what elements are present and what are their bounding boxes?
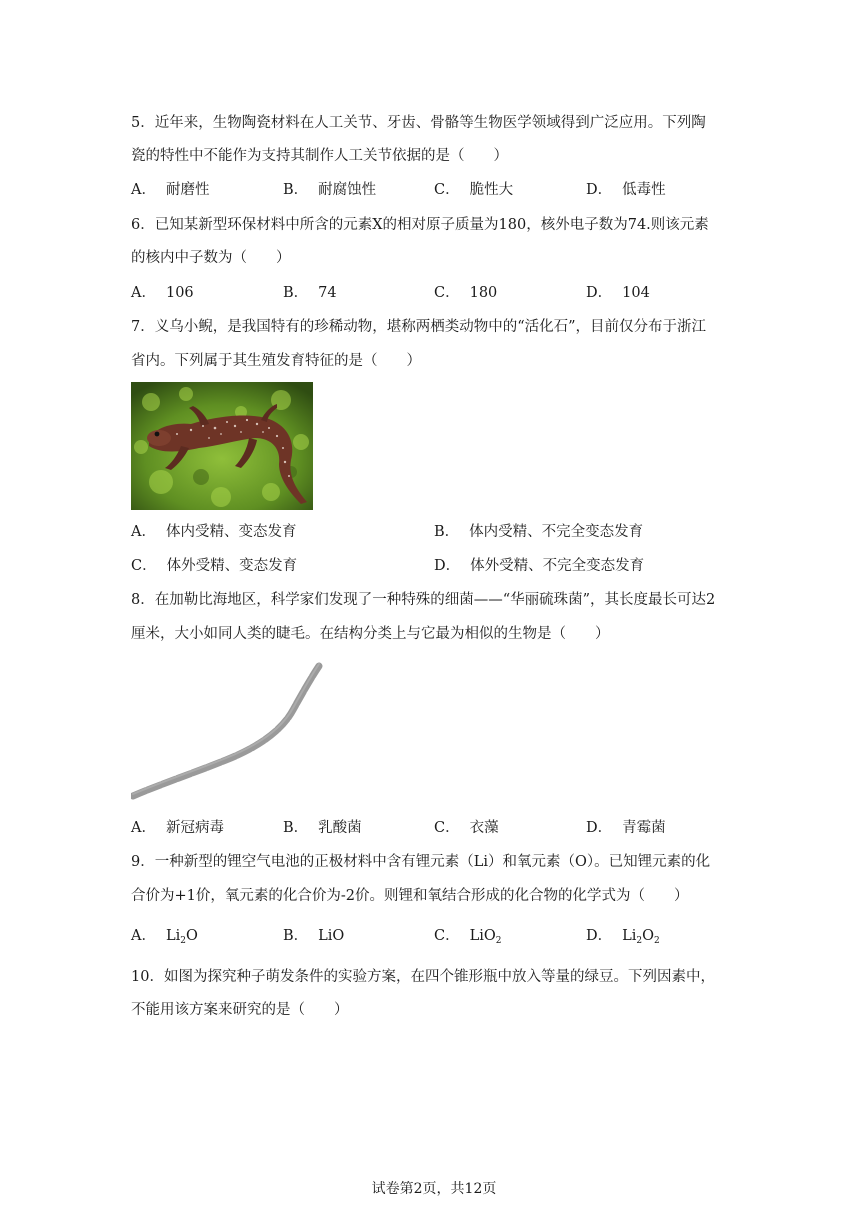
q9-option-a[interactable]: A． $Li_2O$ — [131, 928, 198, 946]
q6-option-b[interactable]: B． 74 — [283, 285, 337, 301]
q10-line-1: 10．如图为探究种子萌发条件的实验方案，在四个锥形瓶中放入等量的绿豆。下列因素中， — [131, 969, 715, 985]
q7-option-a[interactable]: A． 体内受精、变态发育 — [131, 524, 297, 540]
q9-option-b[interactable]: B． LiO — [283, 928, 345, 944]
q7-option-d[interactable]: D． 体外受精、不完全变态发育 — [434, 558, 645, 574]
q8-option-b[interactable]: B． 乳酸菌 — [283, 820, 362, 836]
salamander-photo — [131, 382, 313, 510]
q7-option-b[interactable]: B． 体内受精、不完全变态发育 — [434, 524, 644, 540]
q7-line-2: 省内。下列属于其生殖发育特征的是（ ） — [131, 353, 421, 369]
q7-option-c[interactable]: C． 体外受精、变态发育 — [131, 558, 298, 574]
q8-line-1: 8．在加勒比海地区，科学家们发现了一种特殊的细菌——“华丽硫珠菌”，其长度最长可达2 — [131, 592, 716, 608]
q8-option-c[interactable]: C． 衣藻 — [434, 820, 499, 836]
q6-line-2: 的核内中子数为（ ） — [131, 250, 291, 266]
q9-line-2: 合价为+1价，氧元素的化合价为-2价。则锂和氧结合形成的化合物的化学式为（ ） — [131, 888, 689, 904]
q7-line-1: 7．义乌小鲵，是我国特有的珍稀动物，堪称两栖类动物中的“活化石”，目前仅分布于浙江 — [131, 319, 707, 335]
q6-line-1: 6．已知某新型环保材料中所含的元素X的相对原子质量为180，核外电子数为74.则该元素 — [131, 217, 709, 233]
bacteria-chain-image — [131, 660, 331, 805]
q10-line-2: 不能用该方案来研究的是（ ） — [131, 1002, 349, 1018]
q8-option-a[interactable]: A． 新冠病毒 — [131, 820, 224, 836]
q5-line-2: 瓷的特性中不能作为支持其制作人工关节依据的是（ ） — [131, 148, 508, 164]
q6-option-c[interactable]: C． 180 — [434, 285, 498, 301]
q8-line-2: 厘米，大小如同人类的睫毛。在结构分类上与它最为相似的生物是（ ） — [131, 626, 610, 642]
q9-option-d[interactable]: D． $Li_2O_2$ — [586, 928, 660, 946]
q6-option-d[interactable]: D． 104 — [586, 285, 650, 301]
q6-option-a[interactable]: A． 106 — [131, 285, 194, 301]
q5-option-b[interactable]: B． 耐腐蚀性 — [283, 182, 377, 198]
q5-option-a[interactable]: A． 耐磨性 — [131, 182, 210, 198]
q5-line-1: 5．近年来，生物陶瓷材料在人工关节、牙齿、骨骼等生物医学领域得到广泛应用。下列陶 — [131, 115, 706, 131]
q5-option-c[interactable]: C． 脆性大 — [434, 182, 514, 198]
page-footer: 试卷第2页，共12页 — [371, 1181, 497, 1197]
q9-line-1: 9．一种新型的锂空气电池的正极材料中含有锂元素（Li）和氧元素（O）。已知锂元素的化 — [131, 854, 711, 870]
q9-option-c[interactable]: C． LiO$_2$ — [434, 928, 502, 946]
q5-option-d[interactable]: D． 低毒性 — [586, 182, 666, 198]
q8-option-d[interactable]: D． 青霉菌 — [586, 820, 666, 836]
